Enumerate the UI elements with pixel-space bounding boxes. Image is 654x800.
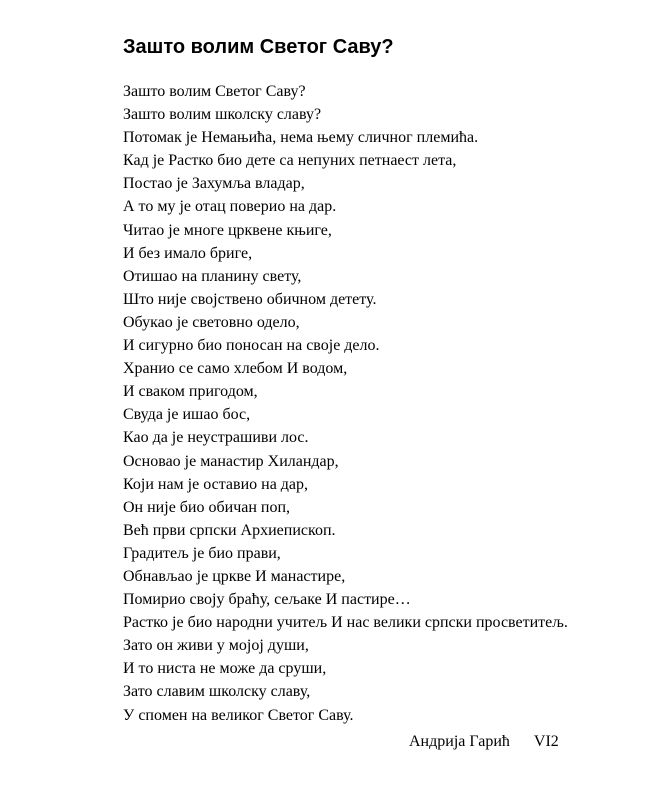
- poem-line: Основао је манастир Хиландар,: [123, 452, 339, 470]
- poem-line: Свуда је ишао бос,: [123, 406, 251, 424]
- poem-line: Зашто волим Светог Саву?: [123, 83, 306, 100]
- poem-line: А то му је отац поверио на дар.: [123, 198, 337, 216]
- poem-line: И то ниста не може да сруши,: [123, 660, 327, 678]
- poem-line: Обнављао је цркве И манастире,: [123, 567, 346, 585]
- poem-line: Читао је многе црквене књиге,: [123, 221, 332, 239]
- poem-line: И без имало бриге,: [123, 244, 253, 262]
- poem-body: [123, 80, 568, 727]
- poem-line: Зато он живи у мојој души,: [123, 637, 309, 655]
- poem-line: Кад је Растко био дете са непуних петнаест лета,: [123, 152, 457, 170]
- page-title: Зашто волим Светог Саву?: [123, 36, 394, 58]
- signature: [409, 731, 559, 753]
- poem-line: Он није био обичан поп,: [123, 498, 291, 516]
- poem-line: Отишао на планину свету,: [123, 267, 302, 285]
- author-name: Андрија Гарић: [409, 733, 510, 750]
- poem-line: Зато славим школску славу,: [123, 683, 311, 701]
- poem-line: Као да је неустрашиви лос.: [123, 429, 309, 447]
- poem-line: Већ први српски Архиепископ.: [123, 521, 336, 539]
- poem-line: Хранио се само хлебом И водом,: [123, 360, 348, 378]
- poem-line: Постао је Захумља владар,: [123, 175, 305, 193]
- poem-line: Градитељ је био прави,: [123, 544, 281, 562]
- poem-line: Који нам је оставио на дар,: [123, 475, 309, 493]
- poem-line: Што није својствено обичном детету.: [123, 290, 377, 308]
- poem-line: У спомен на великог Светог Саву.: [123, 706, 354, 724]
- poem-line: Обукао је световно одело,: [123, 313, 300, 331]
- poem-line: Зашто волим школску славу?: [123, 106, 322, 124]
- poem-line: И сваком пригодом,: [123, 383, 258, 401]
- poem-line: Растко је био народни учитељ И нас велики српски просветитељ.: [123, 614, 568, 632]
- class-label: VI2: [533, 733, 559, 750]
- poem-line: Потомак је Немањића, нема њему сличног племића.: [123, 129, 479, 147]
- poem-line: И сигурно био поносан на своје дело.: [123, 337, 380, 355]
- poem-line: Помирио своју браћу, сељаке И пастире…: [123, 591, 411, 609]
